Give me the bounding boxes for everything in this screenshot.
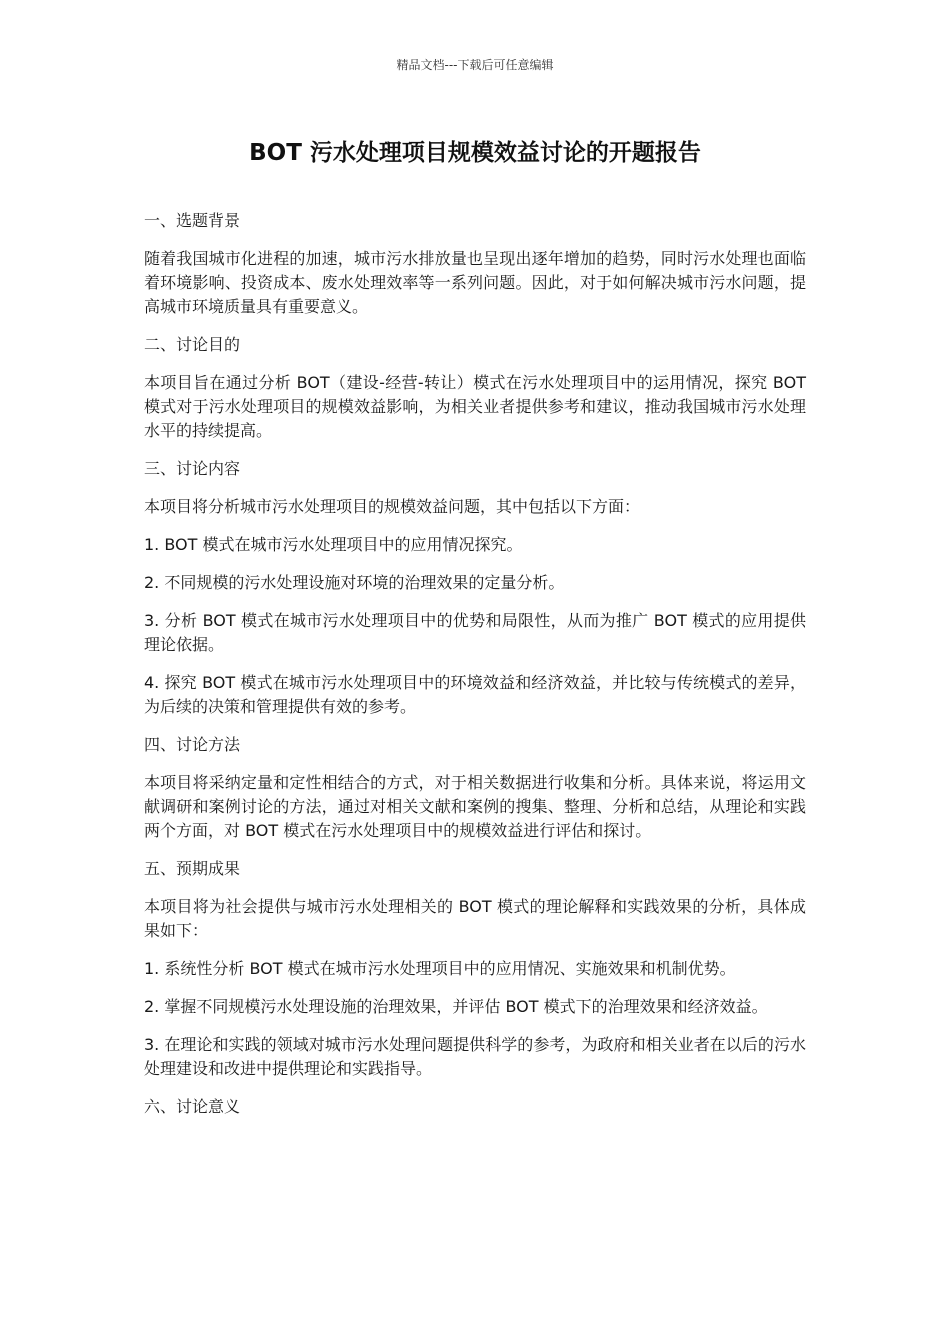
section-heading-content: 三、讨论内容 xyxy=(144,459,241,478)
paragraph-background: 随着我国城市化进程的加速，城市污水排放量也呈现出逐年增加的趋势，同时污水处理也面临着环境影响、投资成本、废水处理效率等一系列问题。因此，对于如何解决城市污水问题，提高城市环境质量具有重要意义。 xyxy=(144,249,806,316)
section-heading-purpose: 二、讨论目的 xyxy=(144,335,241,354)
section-heading-results: 五、预期成果 xyxy=(144,859,241,878)
paragraph-method: 本项目将采纳定量和定性相结合的方式，对于相关数据进行收集和分析。具体来说，将运用文献调研和案例讨论的方法，通过对相关文献和案例的搜集、整理、分析和总结，从理论和实践两个方面，对 BOT 模式在污水处理项目中的规模效益进行评估和探讨。 xyxy=(144,773,806,840)
list-item-content-3: 3. 分析 BOT 模式在城市污水处理项目中的优势和局限性，从而为推广 BOT 模式的应用提供理论依据。 xyxy=(144,611,806,654)
list-item-results-1: 1. 系统性分析 BOT 模式在城市污水处理项目中的应用情况、实施效果和机制优势。 xyxy=(144,959,736,978)
document-title: BOT 污水处理项目规模效益讨论的开题报告 xyxy=(249,140,701,166)
paragraph-results-intro: 本项目将为社会提供与城市污水处理相关的 BOT 模式的理论解释和实践效果的分析，具体成果如下： xyxy=(144,897,806,940)
page-header: 精品文档---下载后可任意编辑 xyxy=(396,58,554,72)
list-item-content-1: 1. BOT 模式在城市污水处理项目中的应用情况探究。 xyxy=(144,535,523,554)
paragraph-content-intro: 本项目将分析城市污水处理项目的规模效益问题，其中包括以下方面： xyxy=(144,497,641,516)
list-item-results-3: 3. 在理论和实践的领域对城市污水处理问题提供科学的参考，为政府和相关业者在以后的污水处理建设和改进中提供理论和实践指导。 xyxy=(144,1035,806,1078)
section-heading-method: 四、讨论方法 xyxy=(144,735,241,754)
document-body xyxy=(144,209,806,1133)
list-item-results-2: 2. 掌握不同规模污水处理设施的治理效果，并评估 BOT 模式下的治理效果和经济效益。 xyxy=(144,997,768,1016)
section-heading-background: 一、选题背景 xyxy=(144,211,241,230)
paragraph-purpose: 本项目旨在通过分析 BOT（建设-经营-转让）模式在污水处理项目中的运用情况，探究 BOT 模式对于污水处理项目的规模效益影响，为相关业者提供参考和建议，推动我国城市污水处理水平的持续提高。 xyxy=(144,373,806,440)
list-item-content-2: 2. 不同规模的污水处理设施对环境的治理效果的定量分析。 xyxy=(144,573,565,592)
list-item-content-4: 4. 探究 BOT 模式在城市污水处理项目中的环境效益和经济效益，并比较与传统模式的差异，为后续的决策和管理提供有效的参考。 xyxy=(144,673,806,716)
section-heading-significance: 六、讨论意义 xyxy=(144,1097,241,1116)
